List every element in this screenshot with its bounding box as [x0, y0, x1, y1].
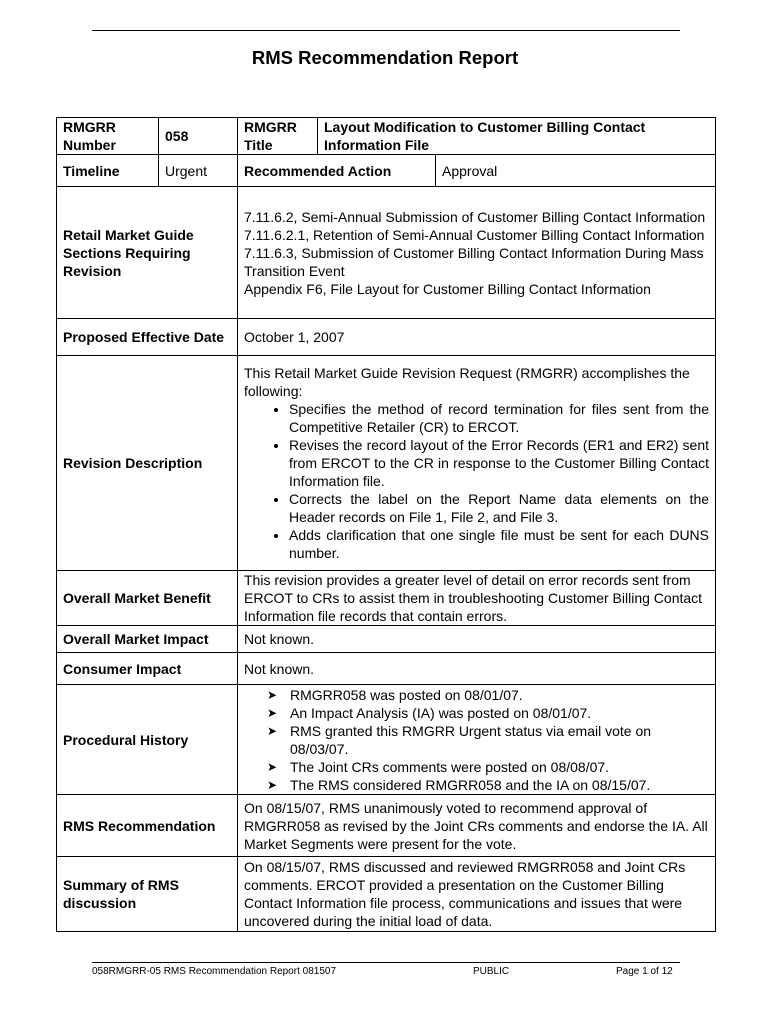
rms-recommendation-value: On 08/15/07, RMS unanimously voted to recommend approval of RMGRR058 as revised by the Joint CRs comments and endorse the IA. All Market Segments were present for the vote.	[238, 795, 716, 857]
effective-date-value: October 1, 2007	[238, 319, 716, 356]
arrow-bullet-icon: ➤	[267, 705, 278, 720]
market-impact-value: Not known.	[238, 626, 716, 653]
consumer-impact-label: Consumer Impact	[57, 653, 238, 685]
procedural-history-cell	[238, 685, 716, 795]
section-item: Appendix F6, File Layout for Customer Billing Contact Information	[244, 280, 651, 297]
arrow-bullet-icon: ➤	[267, 777, 278, 792]
rmgrr-title-label: RMGRR Title	[238, 118, 318, 155]
report-table	[56, 117, 716, 932]
procedural-history-list	[244, 686, 709, 794]
footer-page-number: Page 1 of 12	[616, 966, 673, 977]
timeline-label: Timeline	[57, 155, 159, 187]
recommended-action-label: Recommended Action	[238, 155, 436, 187]
revision-description-label: Revision Description	[57, 356, 238, 571]
recommended-action-value: Approval	[436, 155, 716, 187]
procedural-history-label: Procedural History	[57, 685, 238, 795]
rms-recommendation-label: RMS Recommendation	[57, 795, 238, 857]
sections-list	[238, 187, 716, 319]
arrow-bullet-icon: ➤	[267, 723, 278, 738]
footer-classification: PUBLIC	[473, 966, 510, 977]
footer-doc-id: 058RMGRR-05 RMS Recommendation Report 081507	[92, 966, 337, 977]
section-item: 7.11.6.2, Semi-Annual Submission of Customer Billing Contact Information	[244, 208, 706, 225]
market-impact-label: Overall Market Impact	[57, 626, 238, 653]
footer-rule	[92, 962, 680, 963]
revision-bullet: • Corrects the label on the Report Name data elements on the Header records on File 1, File 2, and File 3.	[289, 490, 709, 526]
page-title: RMS Recommendation Report	[251, 47, 519, 68]
rmgrr-number-label: RMGRR Number	[57, 118, 159, 155]
history-item: ➤ RMGRR058 was posted on 08/01/07.	[267, 686, 523, 703]
history-item: ➤ RMS granted this RMGRR Urgent status via email vote on 08/03/07.	[267, 722, 652, 757]
consumer-impact-value: Not known.	[238, 653, 716, 685]
revision-bullets	[244, 400, 709, 562]
summary-label: Summary of RMS discussion	[57, 857, 238, 932]
arrow-bullet-icon: ➤	[267, 759, 278, 774]
revision-bullet: • Adds clarification that one single file must be sent for each DUNS number.	[289, 526, 709, 562]
market-benefit-label: Overall Market Benefit	[57, 571, 238, 626]
sections-label: Retail Market Guide Sections Requiring Revision	[57, 187, 238, 319]
arrow-bullet-icon: ➤	[267, 687, 278, 702]
history-item: ➤ The RMS considered RMGRR058 and the IA on 08/15/07.	[267, 776, 651, 793]
section-item: 7.11.6.3, Submission of Customer Billing Contact Information During Mass Transition Event	[244, 244, 704, 279]
header-rule	[92, 30, 680, 31]
section-item: 7.11.6.2.1, Retention of Semi-Annual Customer Billing Contact Information	[244, 226, 705, 243]
revision-intro: This Retail Market Guide Revision Request (RMGRR) accomplishes the following:	[244, 365, 690, 399]
revision-description-cell	[238, 356, 716, 571]
rmgrr-title-value: Layout Modification to Customer Billing Contact Information File	[318, 118, 716, 155]
history-item: ➤ An Impact Analysis (IA) was posted on 08/01/07.	[267, 704, 592, 721]
revision-bullet: • Specifies the method of record termination for files sent from the Competitive Retailer (CR) to ERCOT.	[289, 400, 709, 436]
market-benefit-value: This revision provides a greater level of detail on error records sent from ERCOT to CRs to assist them in troubleshooting Customer Billing Contact Information file records that contain errors.	[238, 571, 716, 626]
revision-bullet: • Revises the record layout of the Error Records (ER1 and ER2) sent from ERCOT to the CR in response to the Customer Billing Contact Information file.	[289, 436, 709, 490]
history-item: ➤ The Joint CRs comments were posted on 08/08/07.	[267, 758, 610, 775]
effective-date-label: Proposed Effective Date	[57, 319, 238, 356]
summary-value: On 08/15/07, RMS discussed and reviewed RMGRR058 and Joint CRs comments. ERCOT provided a presentation on the Customer Billing Contact Information file process, communications and issues that were uncovered during the initial load of data.	[238, 857, 716, 932]
rmgrr-number-value: 058	[159, 118, 238, 155]
timeline-value: Urgent	[159, 155, 238, 187]
